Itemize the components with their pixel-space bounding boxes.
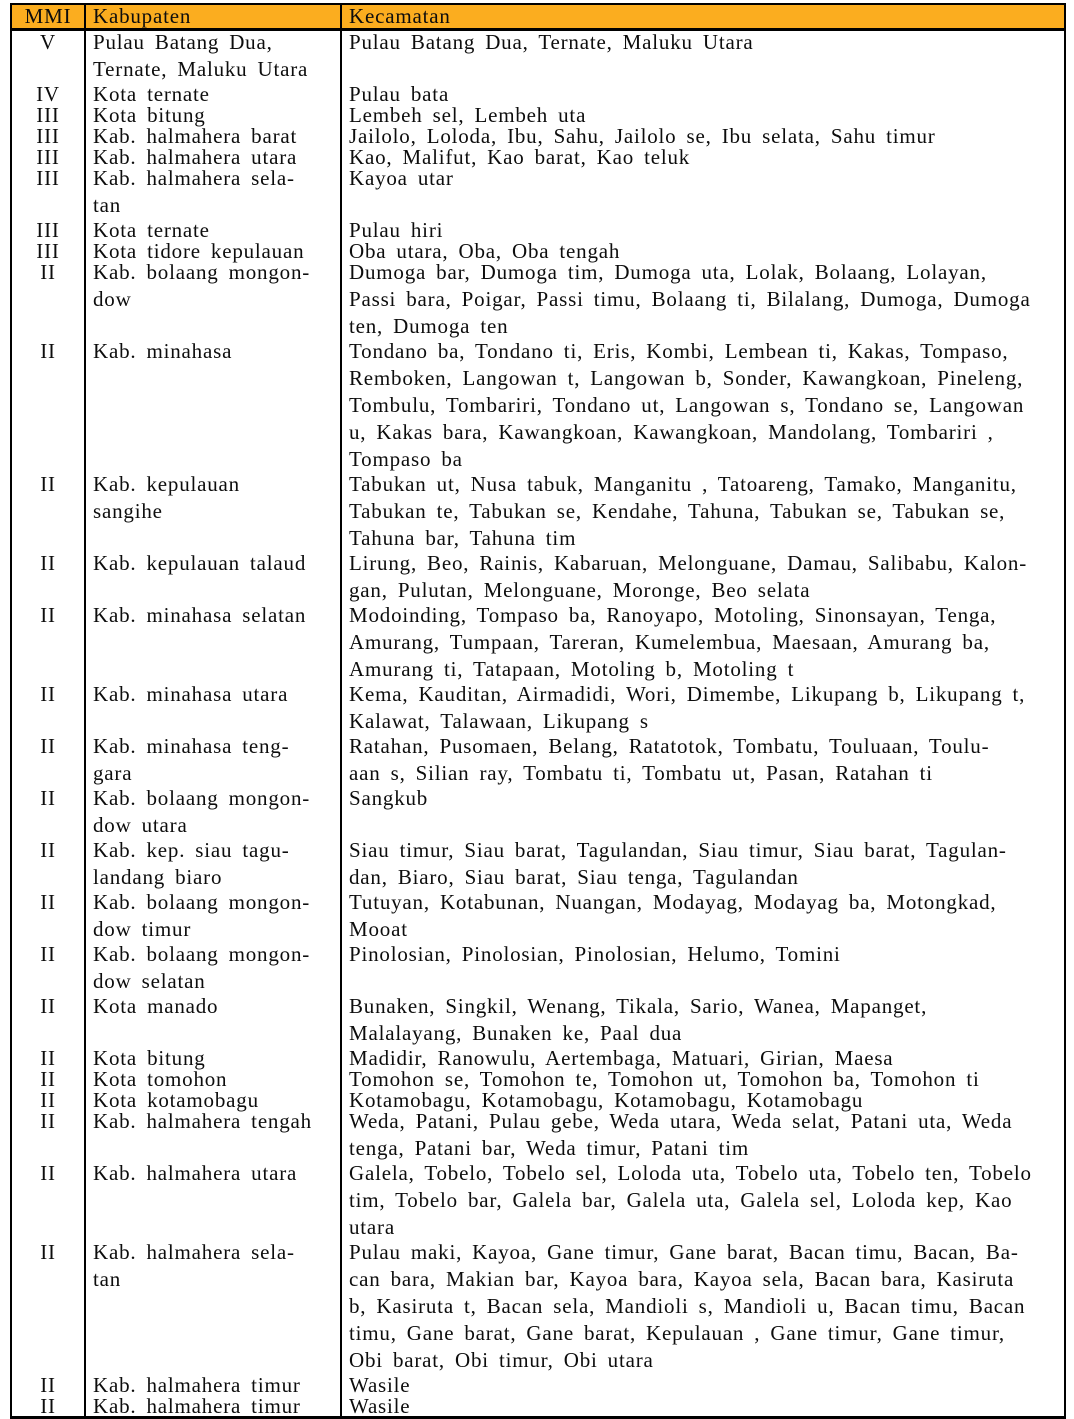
kabupaten-cell — [85, 1374, 341, 1395]
kecamatan-cell — [341, 30, 1065, 84]
kabupaten-line: Kota manado — [93, 994, 219, 1018]
kecamatan-cell — [341, 839, 1065, 891]
kabupaten-cell — [85, 240, 341, 261]
kabupaten-cell — [85, 735, 341, 787]
kabupaten-cell — [85, 473, 341, 552]
mmi-value-line: II — [40, 890, 56, 914]
kecamatan-cell — [341, 1162, 1065, 1241]
mmi-value-line: II — [40, 1161, 56, 1185]
kabupaten-cell — [85, 146, 341, 167]
kabupaten-line: Ternate, Maluku Utara — [93, 57, 309, 81]
kecamatan-line: aan s, Silian ray, Tombatu ti, Tombatu ut, Pasan, Ratahan ti — [349, 761, 933, 785]
kecamatan-line: Mooat — [349, 917, 408, 941]
kecamatan-line: Kao, Malifut, Kao barat, Kao teluk — [349, 145, 691, 169]
mmi-value-line: II — [40, 682, 56, 706]
kecamatan-cell — [341, 1068, 1065, 1089]
kecamatan-line: utara — [349, 1215, 395, 1239]
kabupaten-line: landang biaro — [93, 865, 223, 889]
kecamatan-line: Sangkub — [349, 786, 429, 810]
table-row — [11, 30, 1065, 84]
kecamatan-cell — [341, 683, 1065, 735]
kecamatan-line: Tutuyan, Kotabunan, Nuangan, Modayag, Modayag ba, Motongkad, — [349, 890, 997, 914]
kabupaten-line: Kab. minahasa utara — [93, 682, 289, 706]
kabupaten-cell — [85, 1395, 341, 1418]
kabupaten-line: Kota bitung — [93, 103, 206, 127]
kecamatan-cell — [341, 473, 1065, 552]
kecamatan-line: Amurang ti, Tatapaan, Motoling b, Motoling t — [349, 657, 795, 681]
kabupaten-line: tan — [93, 1267, 122, 1291]
table-row — [11, 943, 1065, 995]
kabupaten-line: Kab. bolaang mongon- — [93, 260, 311, 284]
kecamatan-cell — [341, 943, 1065, 995]
kabupaten-cell — [85, 891, 341, 943]
table-row — [11, 219, 1065, 240]
mmi-value-line: II — [40, 942, 56, 966]
kecamatan-line: Kotamobagu, Kotamobagu, Kotamobagu, Kotamobagu — [349, 1088, 864, 1112]
kecamatan-line: Tomohon se, Tomohon te, Tomohon ut, Tomohon ba, Tomohon ti — [349, 1067, 980, 1091]
kabupaten-line: gara — [93, 761, 133, 785]
kabupaten-line: Kab. halmahera sela- — [93, 166, 295, 190]
kabupaten-line: Kota tomohon — [93, 1067, 228, 1091]
mmi-cell — [11, 83, 85, 104]
mmi-value-line: II — [40, 1240, 56, 1264]
mmi-cell — [11, 1241, 85, 1374]
kecamatan-cell — [341, 240, 1065, 261]
kabupaten-cell — [85, 219, 341, 240]
kecamatan-cell — [341, 735, 1065, 787]
kecamatan-cell — [341, 1047, 1065, 1068]
kabupaten-line: Kab. bolaang mongon- — [93, 942, 311, 966]
mmi-cell — [11, 167, 85, 219]
kecamatan-line: can bara, Makian bar, Kayoa bara, Kayoa sela, Bacan bara, Kasiruta — [349, 1267, 1015, 1291]
table-row — [11, 167, 1065, 219]
kabupaten-cell — [85, 83, 341, 104]
mmi-cell — [11, 1068, 85, 1089]
kecamatan-line: Kema, Kauditan, Airmadidi, Wori, Dimembe, Likupang b, Likupang t, — [349, 682, 1026, 706]
table-row — [11, 340, 1065, 473]
kabupaten-line: Kab. minahasa teng- — [93, 734, 290, 758]
kabupaten-line: Kab. bolaang mongon- — [93, 890, 311, 914]
mmi-cell — [11, 340, 85, 473]
kabupaten-cell — [85, 552, 341, 604]
kecamatan-cell — [341, 125, 1065, 146]
mmi-value-line: II — [40, 1373, 56, 1397]
table-body — [11, 30, 1065, 1418]
kabupaten-line: sangihe — [93, 499, 163, 523]
kecamatan-line: Tabukan te, Tabukan se, Kendahe, Tahuna, Tabukan se, Tabukan se, — [349, 499, 1006, 523]
kabupaten-line: Pulau Batang Dua, — [93, 30, 273, 54]
kabupaten-cell — [85, 104, 341, 125]
kecamatan-line: timu, Gane barat, Gane barat, Kepulauan , Gane timur, Gane timur, — [349, 1321, 1005, 1345]
mmi-cell — [11, 240, 85, 261]
mmi-cell — [11, 683, 85, 735]
kecamatan-line: Kalawat, Talawaan, Likupang s — [349, 709, 649, 733]
mmi-value-line: IV — [36, 82, 60, 106]
kabupaten-line: dow — [93, 287, 132, 311]
kabupaten-line: dow timur — [93, 917, 192, 941]
kecamatan-line: Kayoa utar — [349, 166, 454, 190]
kecamatan-line: tenga, Patani bar, Weda timur, Patani tim — [349, 1136, 750, 1160]
mmi-cell — [11, 552, 85, 604]
kabupaten-line: Kab. bolaang mongon- — [93, 786, 311, 810]
kecamatan-cell — [341, 167, 1065, 219]
kabupaten-cell — [85, 787, 341, 839]
mmi-value-line: II — [40, 260, 56, 284]
mmi-cell — [11, 995, 85, 1047]
mmi-cell — [11, 1162, 85, 1241]
mmi-value-line: II — [40, 1109, 56, 1133]
table-row — [11, 735, 1065, 787]
kabupaten-cell — [85, 995, 341, 1047]
table-row — [11, 1395, 1065, 1418]
table-row — [11, 1241, 1065, 1374]
mmi-cell — [11, 1110, 85, 1162]
kabupaten-line: tan — [93, 193, 122, 217]
mmi-cell — [11, 604, 85, 683]
kecamatan-cell — [341, 1089, 1065, 1110]
kabupaten-cell — [85, 261, 341, 340]
kecamatan-line: Passi bara, Poigar, Passi timu, Bolaang ti, Bilalang, Dumoga, Dumoga — [349, 287, 1031, 311]
mmi-value-line: II — [40, 1088, 56, 1112]
kabupaten-line: Kab. kepulauan — [93, 472, 240, 496]
kecamatan-line: dan, Biaro, Siau barat, Siau tenga, Tagulandan — [349, 865, 799, 889]
column-header-kabupaten: Kabupaten — [85, 4, 341, 30]
mmi-value-line: III — [36, 218, 60, 242]
kabupaten-cell — [85, 1110, 341, 1162]
kecamatan-cell — [341, 1374, 1065, 1395]
kabupaten-cell — [85, 839, 341, 891]
table-row — [11, 1162, 1065, 1241]
table-row — [11, 83, 1065, 104]
table-row — [11, 1110, 1065, 1162]
mmi-value-line: II — [40, 339, 56, 363]
table-row — [11, 104, 1065, 125]
table-row — [11, 1068, 1065, 1089]
kecamatan-line: Lembeh sel, Lembeh uta — [349, 103, 587, 127]
kecamatan-line: gan, Pulutan, Melonguane, Moronge, Beo selata — [349, 578, 811, 602]
mmi-cell — [11, 1395, 85, 1418]
table-row — [11, 146, 1065, 167]
kecamatan-line: Jailolo, Loloda, Ibu, Sahu, Jailolo se, Ibu selata, Sahu timur — [349, 124, 936, 148]
mmi-cell — [11, 125, 85, 146]
kecamatan-line: Tompaso ba — [349, 447, 463, 471]
column-header-kecamatan: Kecamatan — [341, 4, 1065, 30]
kabupaten-line: Kab. halmahera tengah — [93, 1109, 312, 1133]
kabupaten-line: Kab. minahasa selatan — [93, 603, 307, 627]
table-row — [11, 473, 1065, 552]
kabupaten-cell — [85, 1068, 341, 1089]
kecamatan-cell — [341, 891, 1065, 943]
kecamatan-line: tim, Tobelo bar, Galela bar, Galela uta, Galela sel, Loloda kep, Kao — [349, 1188, 1013, 1212]
kecamatan-cell — [341, 146, 1065, 167]
kabupaten-line: Kab. halmahera utara — [93, 145, 298, 169]
kecamatan-line: Siau timur, Siau barat, Tagulandan, Siau timur, Siau barat, Tagulan- — [349, 838, 1007, 862]
mmi-cell — [11, 1089, 85, 1110]
mmi-value-line: III — [36, 103, 60, 127]
kecamatan-cell — [341, 995, 1065, 1047]
kecamatan-line: Weda, Patani, Pulau gebe, Weda utara, Weda selat, Patani uta, Weda — [349, 1109, 1013, 1133]
kecamatan-line: Tondano ba, Tondano ti, Eris, Kombi, Lembean ti, Kakas, Tompaso, — [349, 339, 1009, 363]
table-row — [11, 787, 1065, 839]
kabupaten-cell — [85, 1089, 341, 1110]
mmi-cell — [11, 1374, 85, 1395]
kecamatan-line: Malalayang, Bunaken ke, Paal dua — [349, 1021, 683, 1045]
mmi-value-line: III — [36, 124, 60, 148]
kecamatan-line: Pulau hiri — [349, 218, 444, 242]
mmi-value-line: II — [40, 1394, 56, 1418]
kabupaten-cell — [85, 604, 341, 683]
kecamatan-line: Modoinding, Tompaso ba, Ranoyapo, Motoling, Sinonsayan, Tenga, — [349, 603, 997, 627]
kecamatan-line: Pulau Batang Dua, Ternate, Maluku Utara — [349, 30, 754, 54]
kabupaten-line: Kab. halmahera timur — [93, 1373, 301, 1397]
kecamatan-line: Tombulu, Tombariri, Tondano ut, Langowan s, Tondano se, Langowan — [349, 393, 1025, 417]
kecamatan-line: Tahuna bar, Tahuna tim — [349, 526, 577, 550]
kecamatan-line: Wasile — [349, 1373, 411, 1397]
mmi-value-line: II — [40, 786, 56, 810]
kecamatan-line: Madidir, Ranowulu, Aertembaga, Matuari, Girian, Maesa — [349, 1046, 894, 1070]
mmi-value-line: II — [40, 603, 56, 627]
kecamatan-line: Ratahan, Pusomaen, Belang, Ratatotok, Tombatu, Touluaan, Toulu- — [349, 734, 990, 758]
kecamatan-cell — [341, 219, 1065, 240]
kecamatan-line: Tabukan ut, Nusa tabuk, Manganitu , Tatoareng, Tamako, Manganitu, — [349, 472, 1017, 496]
mmi-cell — [11, 943, 85, 995]
kabupaten-line: Kota kotamobagu — [93, 1088, 259, 1112]
kecamatan-cell — [341, 1110, 1065, 1162]
mmi-intensity-table — [10, 3, 1066, 1419]
kecamatan-line: b, Kasiruta t, Bacan sela, Mandioli s, Mandioli u, Bacan timu, Bacan — [349, 1294, 1026, 1318]
mmi-cell — [11, 891, 85, 943]
mmi-cell — [11, 473, 85, 552]
mmi-value-line: II — [40, 994, 56, 1018]
kecamatan-line: Pulau bata — [349, 82, 450, 106]
table-header-row — [11, 4, 1065, 30]
kabupaten-line: Kab. minahasa — [93, 339, 233, 363]
kabupaten-cell — [85, 1241, 341, 1374]
kecamatan-line: Remboken, Langowan t, Langowan b, Sonder, Kawangkoan, Pineleng, — [349, 366, 1024, 390]
table-row — [11, 1374, 1065, 1395]
kabupaten-cell — [85, 125, 341, 146]
mmi-value-line: II — [40, 838, 56, 862]
mmi-value-line: II — [40, 1046, 56, 1070]
table-row — [11, 552, 1065, 604]
kabupaten-line: Kab. kepulauan talaud — [93, 551, 307, 575]
kecamatan-line: u, Kakas bara, Kawangkoan, Kawangkoan, Mandolang, Tombariri , — [349, 420, 994, 444]
kabupaten-line: Kota ternate — [93, 82, 210, 106]
kecamatan-line: Pulau maki, Kayoa, Gane timur, Gane barat, Bacan timu, Bacan, Ba- — [349, 1240, 1019, 1264]
kabupaten-line: Kota ternate — [93, 218, 210, 242]
kabupaten-line: Kab. halmahera timur — [93, 1394, 301, 1418]
table-row — [11, 839, 1065, 891]
kabupaten-line: Kab. kep. siau tagu- — [93, 838, 290, 862]
kabupaten-cell — [85, 943, 341, 995]
table-row — [11, 683, 1065, 735]
mmi-cell — [11, 261, 85, 340]
kabupaten-cell — [85, 683, 341, 735]
mmi-value-line: II — [40, 472, 56, 496]
table-row — [11, 1089, 1065, 1110]
table-row — [11, 891, 1065, 943]
kecamatan-line: Bunaken, Singkil, Wenang, Tikala, Sario, Wanea, Mapanget, — [349, 994, 928, 1018]
kecamatan-cell — [341, 787, 1065, 839]
mmi-cell — [11, 839, 85, 891]
kecamatan-line: Lirung, Beo, Rainis, Kabaruan, Melonguane, Damau, Salibabu, Kalon- — [349, 551, 1027, 575]
mmi-value-line: III — [36, 239, 60, 263]
kabupaten-line: Kab. halmahera utara — [93, 1161, 298, 1185]
mmi-value-line: II — [40, 734, 56, 758]
table-row — [11, 604, 1065, 683]
table-row — [11, 261, 1065, 340]
mmi-value-line: III — [36, 166, 60, 190]
kabupaten-line: Kab. halmahera barat — [93, 124, 298, 148]
kecamatan-cell — [341, 340, 1065, 473]
kabupaten-cell — [85, 30, 341, 84]
mmi-cell — [11, 219, 85, 240]
kecamatan-line: Amurang, Tumpaan, Tareran, Kumelembua, Maesaan, Amurang ba, — [349, 630, 990, 654]
kecamatan-cell — [341, 104, 1065, 125]
kecamatan-line: Pinolosian, Pinolosian, Pinolosian, Helumo, Tomini — [349, 942, 841, 966]
kecamatan-line: Wasile — [349, 1394, 411, 1418]
mmi-cell — [11, 104, 85, 125]
mmi-value-line: II — [40, 1067, 56, 1091]
table-row — [11, 125, 1065, 146]
kabupaten-line: dow utara — [93, 813, 188, 837]
mmi-value-line: V — [40, 30, 56, 54]
mmi-value-line: II — [40, 551, 56, 575]
kecamatan-line: ten, Dumoga ten — [349, 314, 509, 338]
kabupaten-line: dow selatan — [93, 969, 206, 993]
kecamatan-cell — [341, 261, 1065, 340]
table-row — [11, 240, 1065, 261]
mmi-cell — [11, 146, 85, 167]
mmi-cell — [11, 30, 85, 84]
kecamatan-cell — [341, 552, 1065, 604]
kecamatan-cell — [341, 1395, 1065, 1418]
kecamatan-line: Galela, Tobelo, Tobelo sel, Loloda uta, Tobelo uta, Tobelo ten, Tobelo — [349, 1161, 1032, 1185]
mmi-value-line: III — [36, 145, 60, 169]
kecamatan-line: Obi barat, Obi timur, Obi utara — [349, 1348, 654, 1372]
table-row — [11, 1047, 1065, 1068]
kecamatan-line: Dumoga bar, Dumoga tim, Dumoga uta, Lolak, Bolaang, Lolayan, — [349, 260, 987, 284]
kabupaten-line: Kab. halmahera sela- — [93, 1240, 295, 1264]
column-header-mmi: MMI — [11, 4, 85, 30]
kabupaten-cell — [85, 1162, 341, 1241]
mmi-cell — [11, 1047, 85, 1068]
kabupaten-line: Kota bitung — [93, 1046, 206, 1070]
kecamatan-cell — [341, 83, 1065, 104]
kabupaten-line: Kota tidore kepulauan — [93, 239, 305, 263]
kabupaten-cell — [85, 167, 341, 219]
kecamatan-cell — [341, 604, 1065, 683]
kabupaten-cell — [85, 340, 341, 473]
kabupaten-cell — [85, 1047, 341, 1068]
mmi-cell — [11, 735, 85, 787]
table-row — [11, 995, 1065, 1047]
kecamatan-line: Oba utara, Oba, Oba tengah — [349, 239, 621, 263]
kecamatan-cell — [341, 1241, 1065, 1374]
mmi-cell — [11, 787, 85, 839]
